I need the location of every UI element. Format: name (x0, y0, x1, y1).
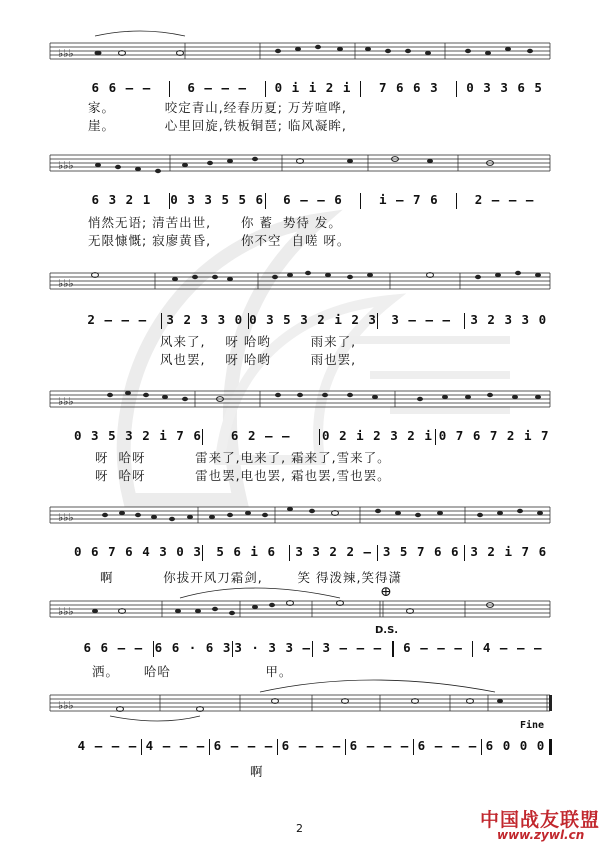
staff-lines-3 (50, 268, 550, 298)
measure: 6 6 — — (91, 80, 152, 95)
measure: 3 · 3 3 — (234, 640, 312, 655)
jianpu-row-5 (74, 544, 552, 562)
staff-lines-1 (50, 38, 550, 68)
measure: 0 3 3 5 5 6 (170, 192, 265, 207)
lyric-verse-1: 悄然无语; 清苦出世, 你 蓄 势待 发。 (88, 215, 342, 230)
measure: 3 — — — (391, 312, 452, 327)
jianpu-row-4 (74, 428, 552, 446)
measure: 0 6 7 6 4 3 0 3 (74, 544, 202, 559)
fine-marking: Fine (520, 720, 545, 731)
measure: 6 2 — — (230, 428, 291, 443)
jianpu-row-6 (74, 640, 552, 658)
lyric-verse-1: 呀 哈呀 雷来了,电来了, 霜来了,雪来了。 (95, 450, 391, 465)
svg-text:♭♭♭: ♭♭♭ (58, 699, 74, 712)
coda-symbol: ⊕ (380, 584, 392, 600)
jianpu-row-1 (74, 80, 552, 98)
measure: 5 6 i 6 (216, 544, 276, 559)
measure: 4 — — — (145, 738, 206, 753)
staff-2 (50, 150, 550, 190)
svg-text:♭♭♭: ♭♭♭ (58, 605, 74, 618)
measure: 6 — — — (187, 80, 248, 95)
measure: 2 — — — (474, 192, 535, 207)
measure: 0 i i 2 i (274, 80, 352, 95)
staff-4 (50, 386, 550, 426)
staff-3 (50, 268, 550, 308)
measure: 7 6 6 3 (378, 80, 439, 95)
measure: 6 3 2 1 (91, 192, 152, 207)
staff-5 (50, 502, 550, 542)
svg-text:♭♭♭: ♭♭♭ (58, 47, 74, 60)
measure: 6 6 — — (83, 640, 144, 655)
measure: 0 3 5 3 2 i 7 6 (74, 428, 202, 443)
lyric-verse-2: 风也罢, 呀 哈哟 雨也罢, (160, 352, 357, 367)
measure: 6 6 · 6 3 (154, 640, 232, 655)
staff-lines-4 (50, 386, 550, 416)
measure: 2 — — — (87, 312, 148, 327)
jianpu-row-3 (74, 312, 552, 330)
measure: 0 3 3 6 5 (466, 80, 543, 95)
staff-lines-2 (50, 150, 550, 180)
svg-text:♭♭♭: ♭♭♭ (58, 511, 74, 524)
page-number: 2 (296, 822, 303, 835)
measure: 0 2 i 2 3 2 i (322, 428, 433, 443)
measure: 6 — — — (403, 640, 463, 655)
measure: 6 — — 6 (283, 192, 343, 207)
site-logo-name: 中国战友联盟 (480, 809, 601, 831)
staff-lines-6 (50, 596, 550, 626)
measure: 4 — — — (77, 738, 138, 753)
jianpu-row-7 (74, 738, 552, 756)
measure: i — 7 6 (378, 192, 439, 207)
lyric-verse-2: 崖。 心里回旋,铁板铜琶; 临风凝眸, (88, 118, 347, 133)
measure: 3 2 3 3 0 (166, 312, 244, 327)
svg-text:♭♭♭: ♭♭♭ (58, 395, 74, 408)
staff-1 (50, 38, 550, 78)
staff-6 (50, 596, 550, 636)
staff-7 (50, 690, 550, 730)
measure: 3 2 3 3 0 (470, 312, 548, 327)
lyric-verse-1: 啊 (250, 764, 264, 779)
jianpu-row-2 (74, 192, 552, 210)
lyric-verse-2: 无限慷慨; 寂廖黄昏, 你不空 自嗟 呀。 (88, 233, 351, 248)
svg-text:♭♭♭: ♭♭♭ (58, 277, 74, 290)
staff-lines-5 (50, 502, 550, 532)
staff-lines-7 (50, 690, 550, 720)
measure: 3 — — — (322, 640, 383, 655)
measure: 6 0 0 0 (485, 738, 546, 753)
ds-marking: D.S. (375, 625, 399, 636)
lyric-verse-2: 呀 哈呀 雷也罢,电也罢, 霜也罢,雪也罢。 (95, 468, 391, 483)
lyric-verse-1: 风来了, 呀 哈哟 雨来了, (160, 334, 357, 349)
measure: 3 3 2 2 — (295, 544, 373, 559)
svg-text:♭♭♭: ♭♭♭ (58, 159, 74, 172)
measure: 6 — — — (213, 738, 274, 753)
measure: 3 5 7 6 6 (382, 544, 460, 559)
measure: 0 3 5 3 2 i 2 3 (249, 312, 377, 327)
measure: 0 7 6 7 2 i 7 (438, 428, 550, 443)
measure: 6 — — — (417, 738, 478, 753)
lyric-verse-1: 啊 你拔开风刀霜剑, 笑 得泼辣,笑得潇 (100, 570, 402, 585)
measure: 6 — — — (281, 738, 342, 753)
measure: 3 2 i 7 6 (470, 544, 548, 559)
lyric-verse-1: 洒。 哈哈 甲。 (92, 664, 293, 679)
measure: 4 — — — (482, 640, 543, 655)
measure: 6 — — — (349, 738, 410, 753)
lyric-verse-1: 家。 咬定青山,经春历夏; 万芳喧哗, (88, 100, 347, 115)
site-logo-url: www.zywl.cn (497, 828, 585, 842)
